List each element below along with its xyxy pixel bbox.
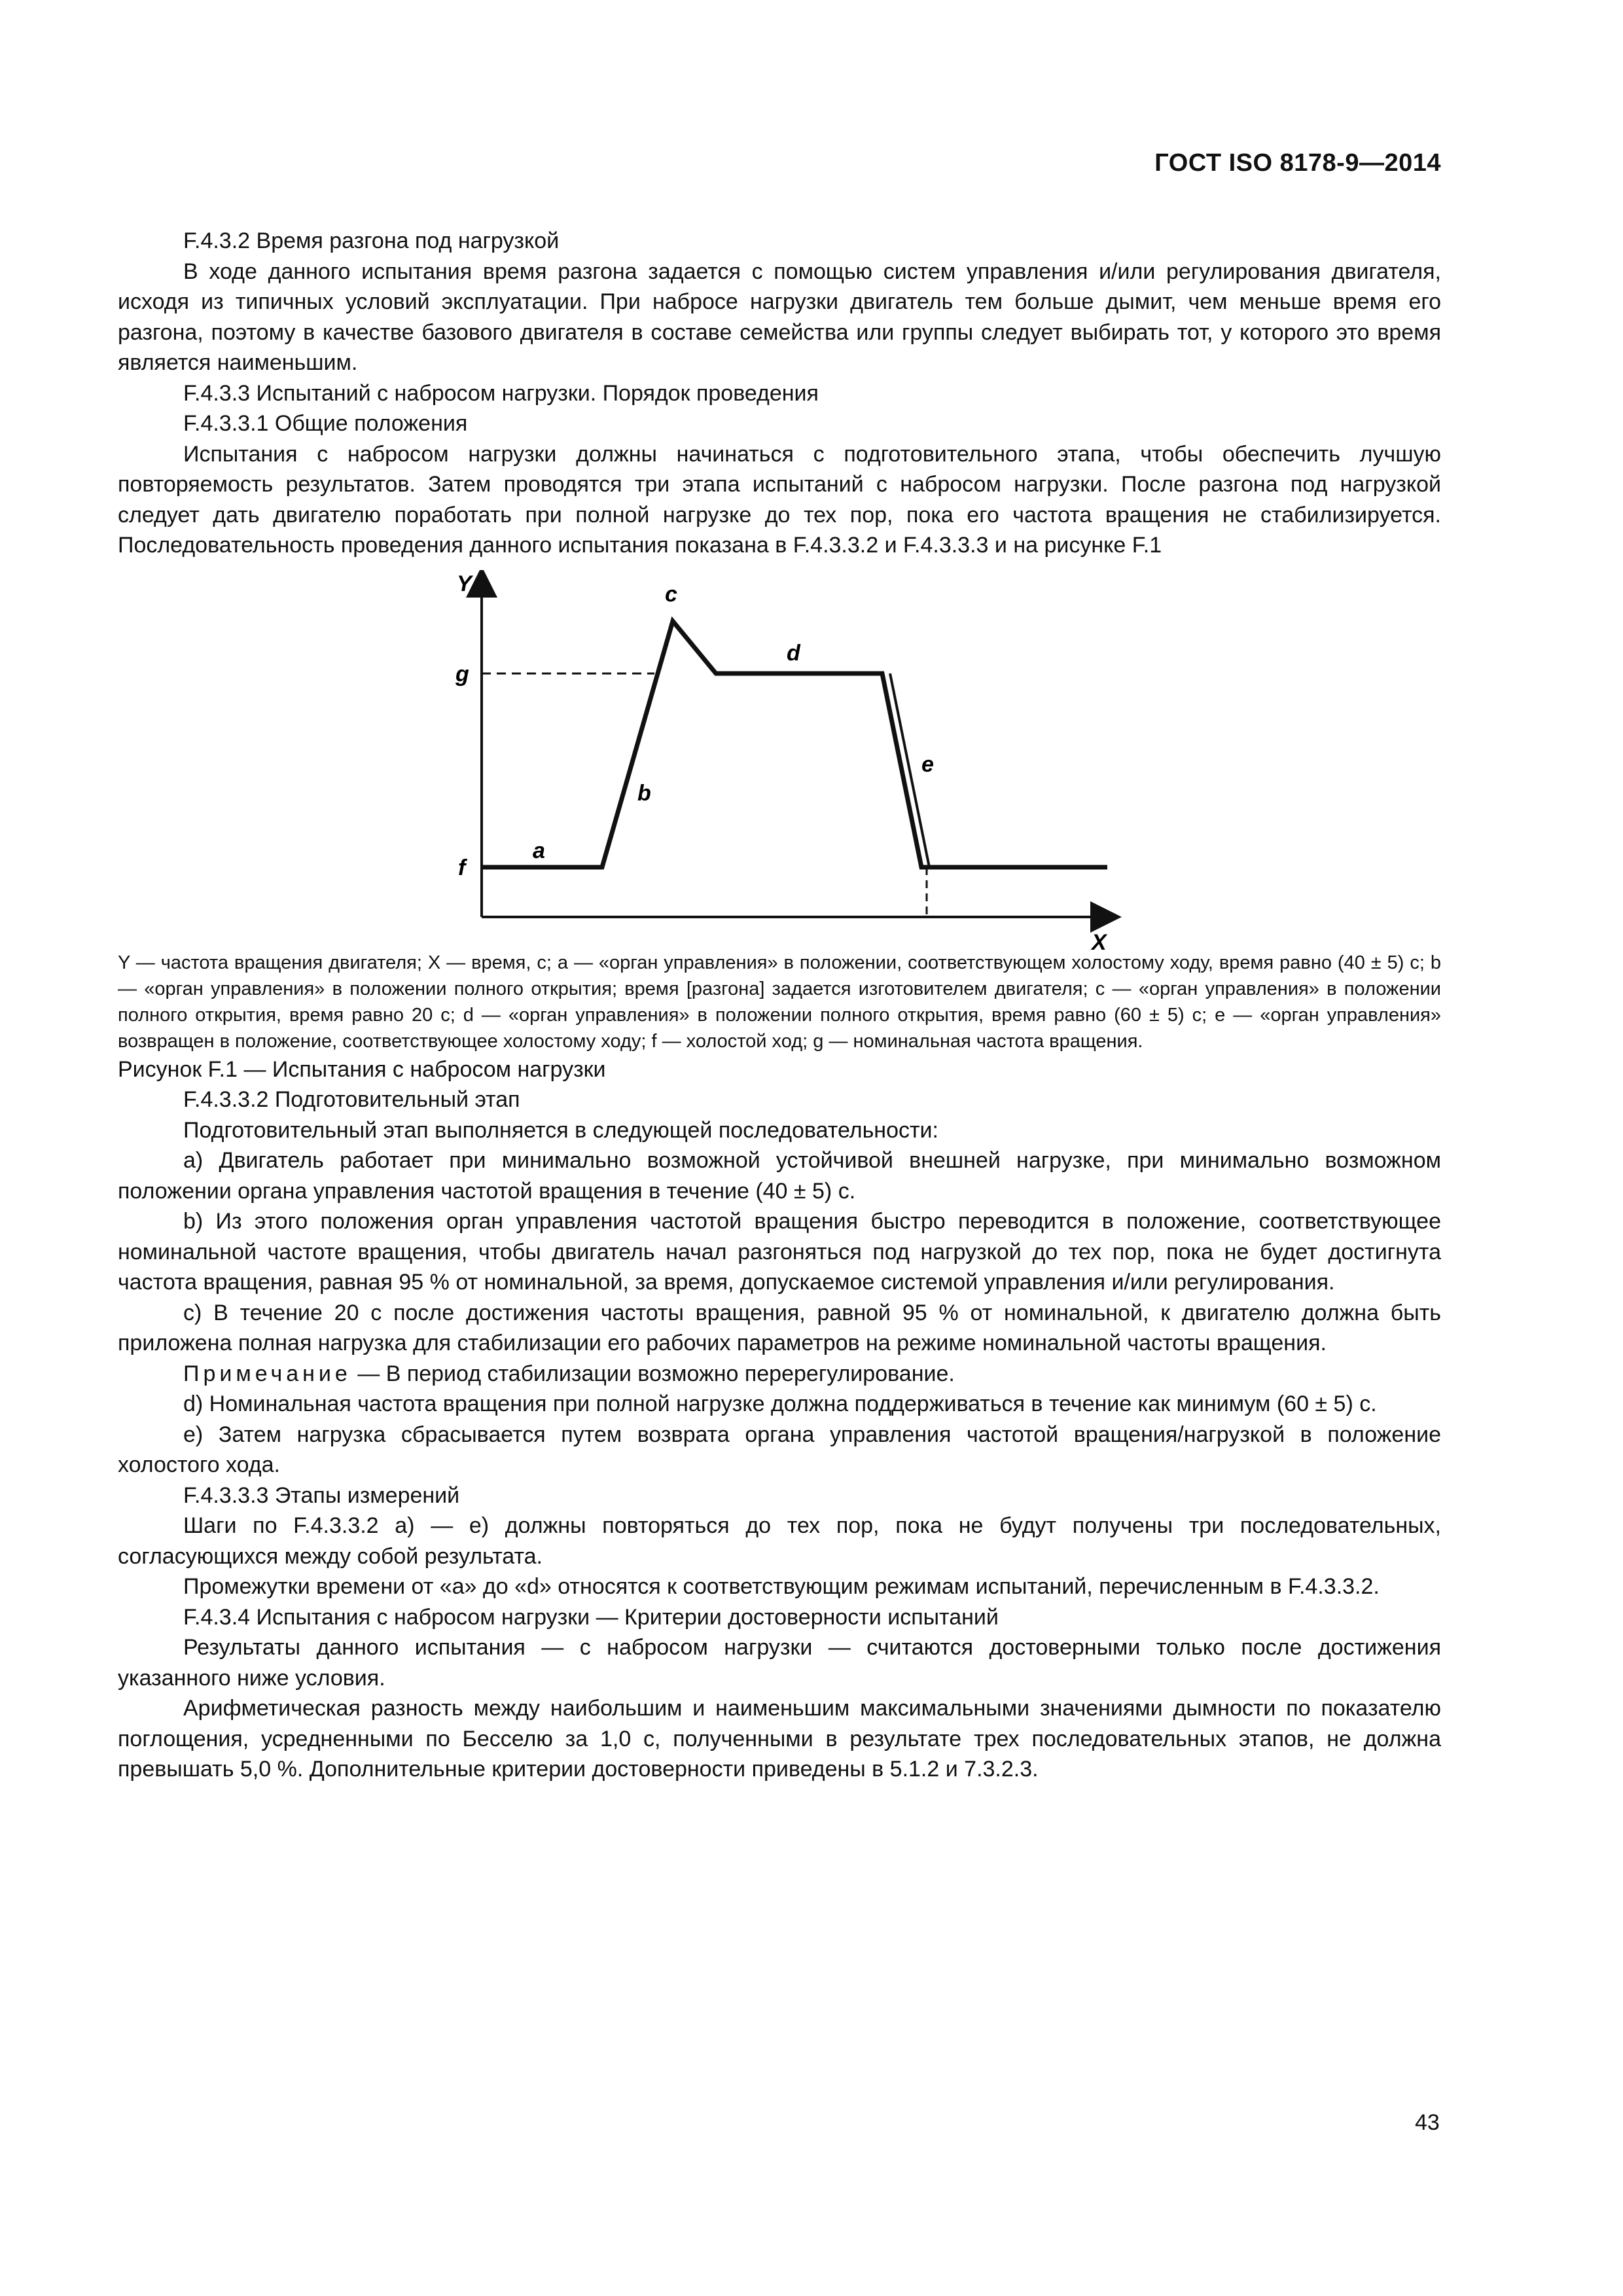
list-item: b) Из этого положения орган управления частотой вращения быстро переводится в положение, соответствующее номинальной частоте вращения, чтобы двигатель начал разгоняться под нагрузкой до тех пор, пока не будет достигнута частота вращения, равная 95 % от номинальной, за время, допускаемое системой управления и/или регулирования. [118, 1209, 1441, 1295]
paragraph: Подготовительный этап выполняется в следующей последовательности: [183, 1117, 938, 1143]
section-heading: F.4.3.3 Испытаний с набросом нагрузки. Порядок проведения [183, 380, 819, 406]
figure-caption: Y — частота вращения двигателя; X — время, с; a — «орган управления» в положении, соответствующем холостому ходу, время равно (40 ± 5) с; b — «орган управления» в положении полного открытия; время [разгона] задается изготовителем двигателя; c — «орган управления» в положении полного открытия, время равно 20 с; d — «орган управления» в положении полного открытия, время равно (60 ± 5) с; e — «орган управления» возвращен в положение, соответствующее холостому ходу; f — холостой ход; g — номинальная частота вращения. [118, 952, 1441, 1052]
segment-a-label: a [533, 838, 545, 863]
paragraph: Испытания с набросом нагрузки должны начинаться с подготовительного этапа, чтобы обеспечить лучшую повторяемость результатов. Затем проводятся три этапа испытаний с набросом нагрузки. После разгона под нагрузкой следует дать двигателю поработать при полной нагрузке до тех пор, пока его частота вращения не стабилизируется. Последовательность проведения данного испытания показана в F.4.3.3.2 и F.4.3.3.3 и на рисунке F.1 [118, 441, 1441, 558]
list-item: а) Двигатель работает при минимально возможной устойчивой внешней нагрузке, при минимально возможном положении органа управления частотой вращения в течение (40 ± 5) с. [118, 1148, 1441, 1204]
note-text: — В период стабилизации возможно перерегулирование. [351, 1361, 955, 1386]
paragraph: Арифметическая разность между наибольшим и наименьшим максимальными значениями дымности по показателю поглощения, усредненными по Бесселю за 1,0 с, полученными в результате трех последовательных этапов, не должна превышать 5,0 %. Дополнительные критерии достоверности приведены в 5.1.2 и 7.3.2.3. [118, 1696, 1441, 1782]
paragraph: Результаты данного испытания — с набросом нагрузки — считаются достоверными только после достижения указанного ниже условия. [118, 1635, 1441, 1691]
y-axis-label: Y [457, 571, 472, 596]
segment-c-label: c [665, 581, 677, 607]
page-number: 43 [1415, 2110, 1440, 2135]
paragraph: Шаги по F.4.3.3.2 а) — е) должны повторяться до тех пор, пока не будут получены три последовательных, согласующихся между собой результата. [118, 1513, 1441, 1569]
note-prefix: Примечание [183, 1361, 351, 1386]
figure-f1 [118, 570, 1441, 950]
segment-b-label: b [637, 780, 651, 806]
list-item: d) Номинальная частота вращения при полной нагрузке должна поддерживаться в течение как минимум (60 ± 5) с. [183, 1391, 1377, 1416]
level-g-label: g [455, 661, 469, 687]
section-heading: F.4.3.3.1 Общие положения [183, 411, 468, 436]
figure-title: Рисунок F.1 — Испытания с набросом нагрузки [118, 1056, 606, 1082]
document-header: ГОСТ ISO 8178-9—2014 [1154, 149, 1441, 177]
section-heading: F.4.3.2 Время разгона под нагрузкой [183, 228, 560, 253]
note [118, 1359, 1441, 1390]
segment-d-label: d [787, 640, 800, 666]
section-heading: F.4.3.4 Испытания с набросом нагрузки — Критерии достоверности испытаний [183, 1604, 999, 1630]
paragraph: В ходе данного испытания время разгона задается с помощью систем управления и/или регулирования двигателя, исходя из типичных условий эксплуатации. При набросе нагрузки двигатель тем больше дымит, чем меньше время его разгона, поэтому в качестве базового двигателя в составе семейства или группы следует выбирать тот, у которого это время является наименьшим. [118, 259, 1441, 375]
paragraph: Промежутки времени от «а» до «d» относятся к соответствующим режимам испытаний, перечисленным в F.4.3.3.2. [183, 1574, 1380, 1599]
section-heading: F.4.3.3.3 Этапы измерений [183, 1482, 460, 1508]
page-content [118, 226, 1441, 1785]
segment-e-label: e [921, 751, 934, 777]
level-f-label: f [458, 855, 466, 880]
section-heading: F.4.3.3.2 Подготовительный этап [183, 1087, 520, 1112]
load-step-diagram [118, 570, 1441, 950]
list-item: с) В течение 20 с после достижения частоты вращения, равной 95 % от номинальной, к двигателю должна быть приложена полная нагрузка для стабилизации его рабочих параметров на режиме номинальной частоты вращения. [118, 1300, 1441, 1355]
x-axis-label: X [1092, 929, 1107, 950]
list-item: е) Затем нагрузка сбрасывается путем возврата органа управления частотой вращения/нагрузкой в положение холостого хода. [118, 1422, 1441, 1477]
